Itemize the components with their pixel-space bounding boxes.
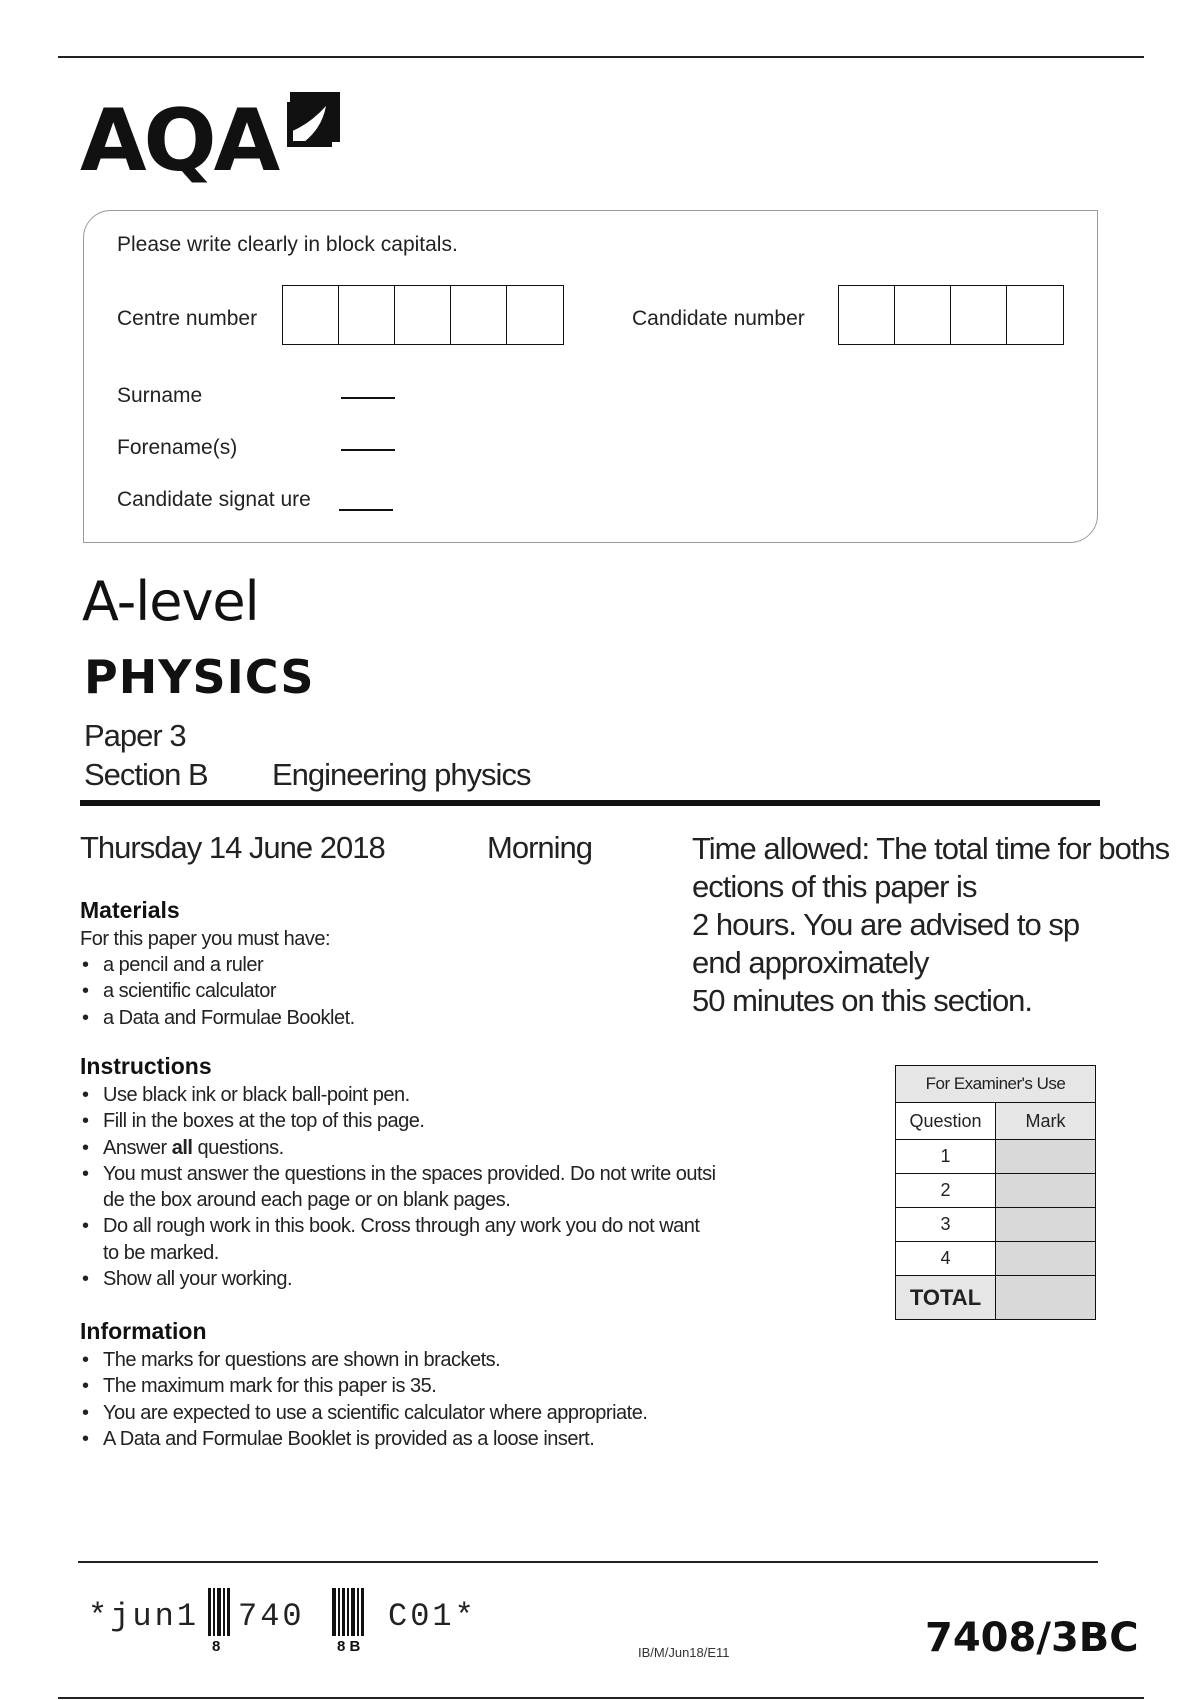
footer-rule — [78, 1561, 1098, 1563]
paper-reference: IB/M/Jun18/E11 — [638, 1645, 730, 1660]
aqa-leaf-icon — [282, 88, 344, 150]
surname-field[interactable] — [341, 397, 395, 399]
list-item-text: Answer — [103, 1136, 172, 1159]
list-item: • Fill in the boxes at the top of this page. — [80, 1108, 800, 1134]
table-row — [896, 1174, 1096, 1208]
list-item: • A Data and Formulae Booklet is provided as a loose insert. — [80, 1426, 800, 1452]
mark-cell[interactable] — [996, 1140, 1096, 1174]
time-allowed-line: 50 minutes on this section. — [692, 983, 1033, 1018]
materials-heading: Materials — [80, 897, 180, 923]
exam-date: Thursday 14 June 2018 — [80, 830, 385, 865]
total-mark-cell[interactable] — [996, 1276, 1096, 1320]
question-number: 1 — [896, 1140, 996, 1174]
candidate-digit-box[interactable] — [1007, 286, 1063, 344]
materials-intro: For this paper you must have: — [80, 928, 331, 950]
centre-digit-box[interactable] — [283, 286, 339, 344]
information-section — [80, 1318, 800, 1452]
list-item: • The marks for questions are shown in brackets. — [80, 1347, 800, 1373]
list-item: • Use black ink or black ball-point pen. — [80, 1082, 800, 1108]
question-number: 3 — [896, 1208, 996, 1242]
mark-cell[interactable] — [996, 1208, 1096, 1242]
barcode-small-label: 8 — [212, 1638, 221, 1655]
list-item-line: • You must answer the questions in the spaces provided. Do not write outsi — [103, 1162, 716, 1185]
qualification-level: A-level — [82, 570, 259, 633]
list-item-line: de the box around each page or on blank pages. — [103, 1189, 511, 1212]
instructions-list — [80, 1082, 800, 1292]
top-rule — [58, 56, 1144, 58]
header-divider — [80, 800, 1100, 806]
centre-number-label: Centre number — [117, 307, 258, 330]
barcode-text-mid: 740 — [238, 1598, 305, 1635]
list-item-line: • Do all rough work in this book. Cross through any work you do not want — [103, 1215, 700, 1238]
examiners-use-table — [895, 1065, 1096, 1320]
list-item-line: to be marked. — [103, 1241, 219, 1264]
list-item: • a scientific calculator — [80, 978, 800, 1004]
paper-code: 7408/3BC — [925, 1615, 1139, 1661]
table-row — [896, 1208, 1096, 1242]
table-row — [896, 1140, 1096, 1174]
instructions-section — [80, 1053, 800, 1292]
list-item-emphasis: all — [171, 1136, 193, 1159]
section-title: Engineering physics — [272, 757, 531, 792]
time-allowed-line: Time allowed: The total time for boths — [692, 831, 1170, 866]
question-number: 2 — [896, 1174, 996, 1208]
signature-label: Candidate signat ure — [117, 488, 311, 511]
subject-title: PHYSICS — [84, 650, 315, 704]
mark-cell[interactable] — [996, 1174, 1096, 1208]
time-allowed-line: end approximately — [692, 945, 929, 980]
list-item: • You are expected to use a scientific calculator where appropriate. — [80, 1400, 800, 1426]
candidate-number-label: Candidate number — [632, 307, 805, 330]
bottom-rule — [58, 1697, 1144, 1699]
list-item — [80, 1161, 800, 1214]
candidate-digit-box[interactable] — [951, 286, 1007, 344]
table-row — [896, 1276, 1096, 1320]
question-number: 4 — [896, 1242, 996, 1276]
time-allowed-line: ections of this paper is — [692, 869, 977, 904]
barcode-bars — [332, 1588, 364, 1636]
barcode-text-right: C01* — [388, 1598, 477, 1635]
candidate-number-boxes[interactable] — [838, 285, 1064, 345]
information-heading: Information — [80, 1318, 207, 1344]
signature-field[interactable] — [339, 509, 393, 511]
materials-section — [80, 897, 800, 1031]
centre-digit-box[interactable] — [507, 286, 563, 344]
candidate-digit-box[interactable] — [895, 286, 951, 344]
barcode — [88, 1588, 528, 1658]
list-item: • a pencil and a ruler — [80, 952, 800, 978]
centre-digit-box[interactable] — [451, 286, 507, 344]
question-column-header: Question — [896, 1103, 996, 1140]
list-item — [80, 1213, 800, 1266]
centre-number-boxes[interactable] — [282, 285, 564, 345]
total-label: TOTAL — [896, 1276, 996, 1320]
centre-digit-box[interactable] — [339, 286, 395, 344]
barcode-text-left: *jun1 — [88, 1598, 200, 1635]
table-row — [896, 1242, 1096, 1276]
list-item: • The maximum mark for this paper is 35. — [80, 1373, 800, 1399]
barcode-small-label: 8 B — [337, 1638, 361, 1655]
candidate-details-box — [83, 210, 1098, 543]
barcode-bars — [208, 1588, 230, 1636]
mark-column-header: Mark — [996, 1103, 1096, 1140]
logo-text: AQA — [80, 91, 278, 191]
materials-list — [80, 952, 800, 1031]
time-allowed-line: 2 hours. You are advised to sp — [692, 907, 1080, 942]
examiners-use-title: For Examiner's Use — [896, 1066, 1096, 1103]
section-label: Section B — [84, 757, 208, 792]
list-item-text: questions. — [192, 1136, 284, 1159]
list-item: • a Data and Formulae Booklet. — [80, 1005, 800, 1031]
exam-session: Morning — [487, 830, 592, 865]
forenames-field[interactable] — [341, 449, 395, 451]
aqa-logo — [80, 88, 380, 198]
surname-label: Surname — [117, 384, 203, 407]
candidate-digit-box[interactable] — [839, 286, 895, 344]
instructions-heading: Instructions — [80, 1053, 212, 1079]
information-list — [80, 1347, 800, 1452]
centre-digit-box[interactable] — [395, 286, 451, 344]
paper-number: Paper 3 — [84, 718, 186, 753]
mark-cell[interactable] — [996, 1242, 1096, 1276]
list-item — [80, 1135, 800, 1161]
list-item: • Show all your working. — [80, 1266, 800, 1292]
forenames-label: Forename(s) — [117, 436, 238, 459]
block-capitals-instruction: Please write clearly in block capitals. — [117, 233, 458, 256]
